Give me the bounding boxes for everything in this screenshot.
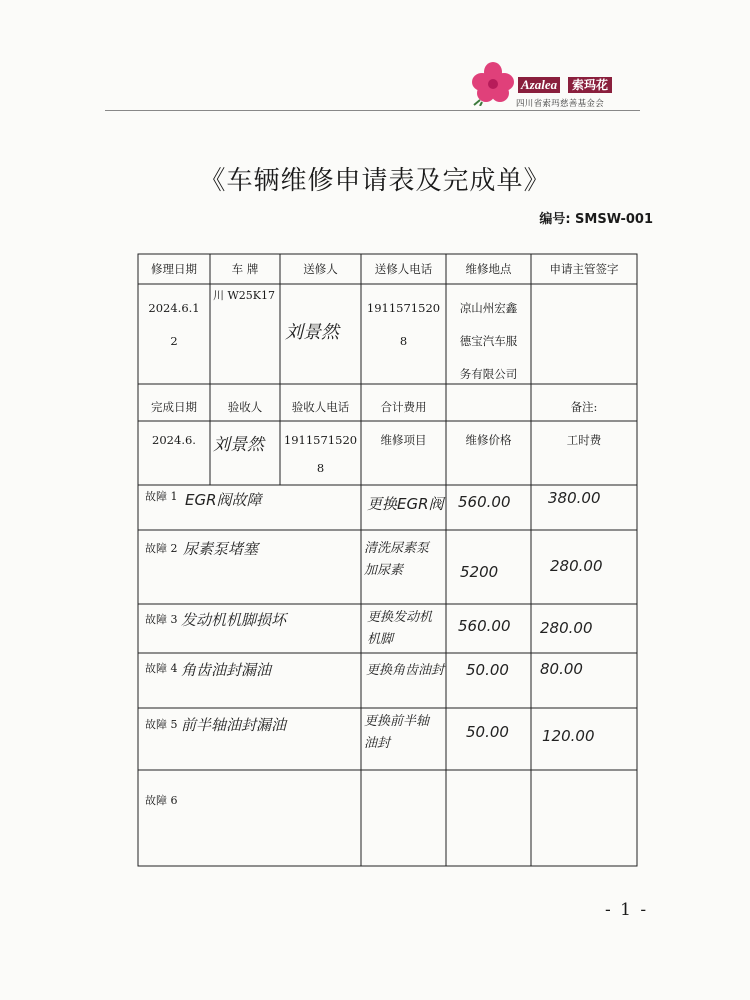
fault-3-desc: 发动机机脚损坏 (181, 611, 287, 629)
repair-date-line1: 2024.6.1 (148, 301, 200, 315)
header-acceptor-phone: 验收人电话 (291, 400, 350, 414)
location-line2: 德宝汽车服 (459, 334, 518, 348)
fault-5-labor: 120.00 (542, 727, 595, 745)
plate-number: 川 W25K17 (213, 289, 276, 302)
fault-5-desc: 前半轴油封漏油 (181, 716, 287, 734)
fault-4-desc: 角齿油封漏油 (181, 661, 272, 679)
fault-4-price: 50.00 (466, 661, 509, 679)
sender-phone-line2: 8 (399, 334, 408, 348)
fault-2-item: 清洗尿素泵 加尿素 (364, 541, 430, 578)
header-total-cost: 合计费用 (380, 400, 427, 414)
fault-1-labor: 380.00 (548, 489, 601, 507)
acceptor-phone-line1: 1911571520 (283, 433, 358, 447)
item-header-project: 维修项目 (380, 433, 427, 447)
header-remarks: 备注: (570, 400, 598, 414)
header-sender: 送修人 (303, 262, 338, 276)
fault-6-label: 故障 6 (145, 794, 178, 807)
logo-text-cn: 索玛花 (568, 77, 612, 93)
header-blank (446, 392, 531, 422)
page-title: 《车辆维修申请表及完成单》 (199, 166, 551, 196)
fault-3-item: 更换发动机 机脚 (367, 610, 433, 647)
fault-2-label: 故障 2 (145, 542, 178, 555)
fault-5-item: 更换前半轴 油封 (364, 714, 430, 751)
page-number: - 1 - (605, 900, 649, 920)
header-sender-phone: 送修人电话 (374, 262, 433, 276)
fault-4-labor: 80.00 (540, 660, 583, 678)
header-repair-date: 修理日期 (151, 262, 197, 276)
fault-4-label: 故障 4 (145, 662, 178, 675)
fault-3-labor: 280.00 (540, 619, 593, 637)
header-acceptor: 验收人 (227, 400, 263, 414)
fault-4-item: 更换角齿油封 (366, 663, 445, 678)
logo-org-name: 四川省索玛慈善基金会 (516, 99, 605, 109)
header-plate: 车 牌 (231, 262, 259, 276)
fault-1-label: 故障 1 (145, 490, 178, 503)
logo-text-en: Azalea (518, 77, 560, 93)
fault-1-item: 更换EGR阀 (367, 495, 444, 513)
fault-2-price: 5200 (460, 563, 499, 581)
acceptor-phone-line2: 8 (316, 461, 325, 475)
fault-1-desc: EGR阀故障 (185, 491, 262, 509)
fault-1-price: 560.00 (458, 493, 511, 511)
sender-phone-line1: 1911571520 (366, 301, 441, 315)
fault-5-price: 50.00 (466, 723, 509, 741)
finish-date: 2024.6. (152, 433, 196, 447)
header-supervisor-sign: 申请主管签字 (549, 262, 619, 276)
header-location: 维修地点 (465, 262, 512, 276)
item-header-price: 维修价格 (465, 433, 512, 447)
item-header-labor: 工时费 (566, 433, 602, 447)
fault-5-label: 故障 5 (145, 718, 178, 731)
header-finish-date: 完成日期 (151, 400, 197, 414)
fault-3-price: 560.00 (458, 617, 511, 635)
acceptor-signature: 刘景然 (213, 435, 264, 455)
sender-signature: 刘景然 (285, 322, 339, 343)
location-line3: 务有限公司 (459, 367, 518, 381)
fault-3-label: 故障 3 (145, 613, 178, 626)
serial-number: 编号: SMSW-001 (539, 212, 653, 227)
fault-2-labor: 280.00 (550, 557, 603, 575)
location-line1: 凉山州宏鑫 (459, 301, 518, 315)
fault-2-desc: 尿素泵堵塞 (183, 540, 259, 558)
repair-date-line2: 2 (170, 334, 178, 348)
